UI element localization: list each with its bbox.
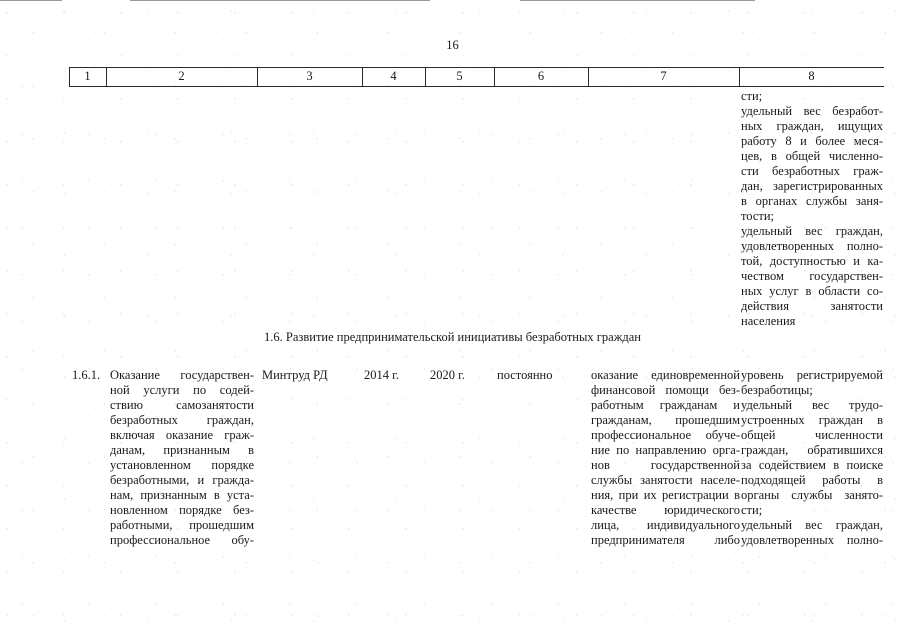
row-end-year: 2020 г. — [430, 368, 465, 382]
text-line: профессиональное обу- — [110, 533, 254, 547]
row-start-year: 2014 г. — [364, 368, 399, 382]
text-line: сти безработных граж- — [741, 164, 883, 178]
text-line: удельный вес граждан, — [741, 224, 883, 238]
header-col-1: 1 — [84, 69, 91, 83]
text-line: в органах службы заня- — [741, 194, 883, 208]
text-line: удельный вес граждан, — [741, 518, 883, 532]
header-col-7: 7 — [660, 69, 667, 83]
scan-edge-line — [0, 0, 62, 1]
text-line: подходящей работы в — [741, 473, 883, 487]
text-line: цев, в общей численно- — [741, 149, 883, 163]
text-line: населения — [741, 314, 796, 328]
row-number: 1.6.1. — [72, 368, 101, 382]
row-expected-result — [591, 368, 740, 548]
row-indicators — [741, 368, 883, 548]
text-line: ных граждан, ищущих — [741, 119, 883, 133]
text-line: безработными, и гражда- — [110, 473, 254, 487]
text-line: нов государственной — [591, 458, 740, 472]
header-col-4: 4 — [390, 69, 397, 83]
text-line: уровень регистрируемой — [741, 368, 883, 382]
text-line: за содействием в поиске — [741, 458, 883, 472]
text-line: той, доступностью и ка- — [741, 254, 883, 268]
text-line: устроенных граждан в — [741, 413, 883, 427]
text-line: оказание единовременной — [591, 368, 740, 382]
section-title: 1.6. Развитие предпринимательской инициативы безработных граждан — [264, 330, 641, 344]
text-line: гражданам, прошедшим — [591, 413, 740, 427]
text-line: граждан, обратившихся — [741, 443, 883, 457]
table-header-bottom-border — [69, 86, 884, 87]
text-line: чеством государствен- — [741, 269, 883, 283]
text-line: работным гражданам и — [591, 398, 740, 412]
text-line: службы занятости населе- — [591, 473, 740, 487]
text-line: новленном порядке без- — [110, 503, 254, 517]
text-line: ние по направлению орга- — [591, 443, 740, 457]
indicator-continued-text — [741, 89, 883, 329]
text-line: включая оказание граж- — [110, 428, 254, 442]
scan-edge-line — [130, 0, 430, 1]
text-line: удовлетворенных полно- — [741, 239, 883, 253]
text-line: удельный вес безработ- — [741, 104, 883, 118]
header-col-6: 6 — [537, 69, 545, 83]
text-line: финансовой помощи без- — [591, 383, 740, 397]
text-line: общей численности — [741, 428, 883, 442]
header-col-5: 5 — [456, 69, 463, 83]
page-number: 16 — [446, 38, 459, 52]
text-line: безработных граждан, — [110, 413, 254, 427]
table-header-top-border — [69, 67, 884, 68]
text-line: действия занятости — [741, 299, 883, 313]
row-frequency: постоянно — [497, 368, 553, 382]
text-line: профессиональное обуче- — [591, 428, 740, 442]
row-executor: Минтруд РД — [262, 368, 328, 382]
text-line: ствию самозанятости — [110, 398, 254, 412]
text-line: работу 8 и более меся- — [741, 134, 883, 148]
header-col-2: 2 — [178, 69, 185, 83]
text-line: ной услуги по содей- — [110, 383, 254, 397]
text-line: органы службы занято- — [741, 488, 883, 502]
text-line: качестве юридического — [591, 503, 740, 517]
text-line: удовлетворенных полно- — [741, 533, 883, 547]
text-line: дан, зарегистрированных — [741, 179, 883, 193]
text-line: работными, прошедшим — [110, 518, 254, 532]
row-description — [110, 368, 254, 548]
text-line: сти; — [741, 89, 763, 103]
scan-edge-line — [520, 0, 755, 1]
text-line: Оказание государствен- — [110, 368, 254, 382]
text-line: установленном порядке — [110, 458, 254, 472]
text-line: безработицы; — [741, 383, 813, 397]
text-line: удельный вес трудо- — [741, 398, 883, 412]
text-line: нам, признанным в уста- — [110, 488, 254, 502]
text-line: тости; — [741, 209, 775, 223]
text-line: ния, при их регистрации в — [591, 488, 740, 502]
text-line: ных услуг в области со- — [741, 284, 883, 298]
text-line: сти; — [741, 503, 763, 517]
header-col-3: 3 — [306, 69, 313, 83]
text-line: предпринимателя либо — [591, 533, 740, 547]
text-line: данам, признанным в — [110, 443, 254, 457]
text-line: лица, индивидуального — [591, 518, 740, 532]
header-col-8: 8 — [808, 69, 815, 83]
